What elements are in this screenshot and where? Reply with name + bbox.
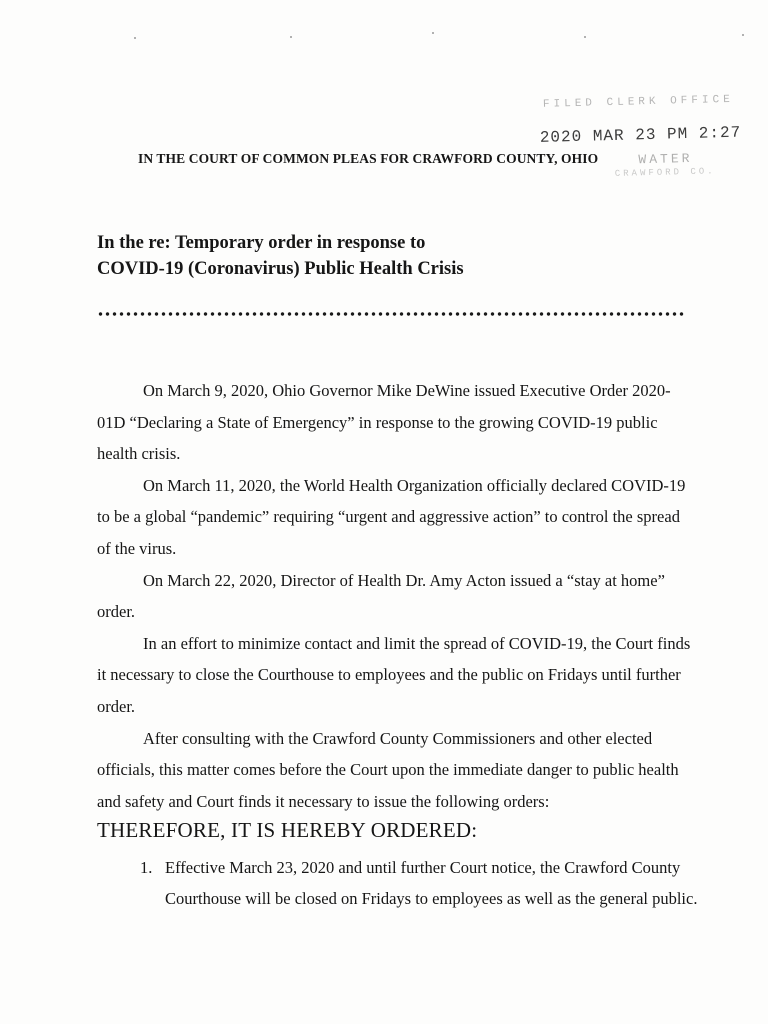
paragraph-stay-at-home: On March 22, 2020, Director of Health Dr. Amy Acton issued a “stay at home” order. bbox=[97, 570, 665, 622]
dotted-divider bbox=[97, 310, 685, 318]
order-body bbox=[97, 375, 697, 817]
orders-list bbox=[140, 852, 700, 914]
case-caption bbox=[97, 230, 464, 282]
order-item bbox=[140, 852, 700, 914]
caption-line-1: In the re: Temporary order in response to bbox=[97, 233, 426, 253]
stamp-sub-line: CRAWFORD CO. bbox=[614, 166, 716, 179]
paragraph-consultation: After consulting with the Crawford County Commissioners and other elected officials, this matter comes before the Court upon the immediate danger to public health and safety and Court finds it necessary to issue the following orders: bbox=[97, 728, 679, 811]
scan-speck bbox=[584, 36, 586, 38]
scan-speck bbox=[134, 37, 136, 39]
stamp-date-time: 2020 MAR 23 PM 2:27 bbox=[539, 123, 742, 147]
paragraph-who-pandemic: On March 11, 2020, the World Health Organization officially declared COVID-19 to be a global “pandemic” requiring “urgent and aggressive action” to control the spread of the virus. bbox=[97, 475, 686, 558]
stamp-name-line: WATER bbox=[638, 150, 693, 168]
caption-line-2: COVID-19 (Coronavirus) Public Health Crisis bbox=[97, 259, 464, 279]
scan-speck bbox=[432, 32, 434, 34]
court-heading: IN THE COURT OF COMMON PLEAS FOR CRAWFORD COUNTY, OHIO bbox=[138, 151, 599, 166]
filing-stamp bbox=[539, 89, 762, 195]
scan-speck bbox=[742, 34, 744, 36]
ordered-heading: THEREFORE, IT IS HEREBY ORDERED: bbox=[97, 818, 478, 842]
order-text: Effective March 23, 2020 and until further Court notice, the Crawford County Courthouse will be closed on Fridays to employees as well as the general public. bbox=[165, 858, 698, 908]
stamp-office-line: FILED CLERK OFFICE bbox=[542, 93, 734, 111]
order-number: 1. bbox=[140, 858, 153, 877]
paragraph-governor-order: On March 9, 2020, Ohio Governor Mike DeWine issued Executive Order 2020-01D “Declaring a State of Emergency” in response to the growing COVID-19 public health crisis. bbox=[97, 381, 671, 464]
scan-speck bbox=[290, 36, 292, 38]
paragraph-courthouse-closure: In an effort to minimize contact and limit the spread of COVID-19, the Court finds it necessary to close the Courthouse to employees and the public on Fridays until further order. bbox=[97, 633, 691, 716]
